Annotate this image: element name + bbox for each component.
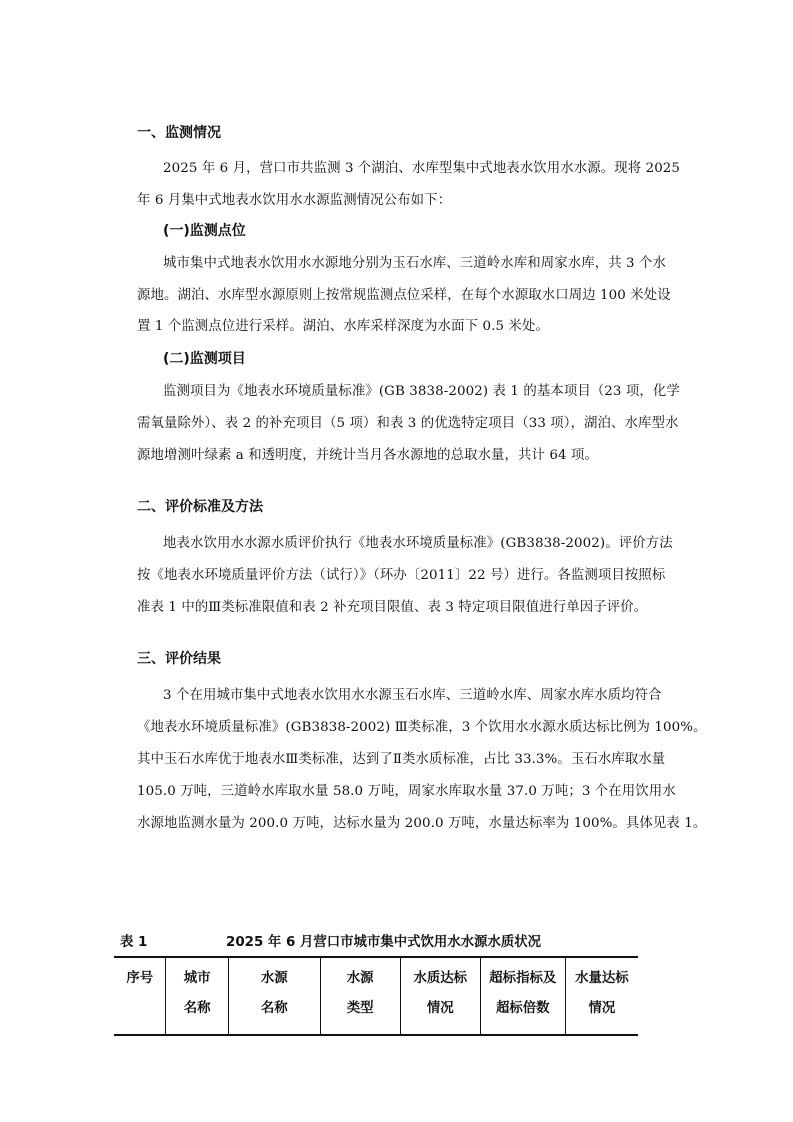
- header-cell-index: [114, 957, 166, 1035]
- s1-para1-line1: 2025 年 6 月，营口市共监测 3 个湖泊、水库型集中式地表水饮用水水源。现将 2025: [163, 161, 681, 176]
- s1-sub1-line2: 源地。湖泊、水库型水源原则上按常规监测点位采样，在每个水源取水口周边 100 米处设: [137, 288, 671, 303]
- s2-line1: 地表水饮用水水源水质评价执行《地表水环境质量标准》(GB3838-2002)。评价方法: [163, 536, 673, 551]
- header-city-line2: 名称: [183, 1001, 211, 1016]
- header-volume-line2: 情况: [588, 1001, 616, 1016]
- s3-line2: 《地表水环境质量标准》(GB3838-2002) Ⅲ类标准，3 个饮用水水源水质达标比例为 100%。: [137, 720, 707, 735]
- s1-sub1-line1: 城市集中式地表水饮用水水源地分别为玉石水库、三道岭水库和周家水库，共 3 个水: [163, 256, 666, 271]
- header-city-line1: 城市: [183, 971, 211, 986]
- header-quality-line2: 情况: [426, 1001, 454, 1016]
- header-cell-exceed: [480, 957, 565, 1035]
- s3-line5: 水源地监测水量为 200.0 万吨，达标水量为 200.0 万吨，水量达标率为 100%。具体见表 1。: [137, 816, 707, 831]
- section-3-title: 三、评价结果: [137, 651, 221, 667]
- header-source-type-line2: 类型: [346, 1001, 374, 1016]
- s1-sub2-line1: 监测项目为《地表水环境质量标准》(GB 3838-2002) 表 1 的基本项目（23 项，化学: [163, 384, 680, 399]
- subsection-1-title: (一)监测点位: [163, 223, 246, 239]
- header-exceed-line2: 超标倍数: [496, 1001, 550, 1016]
- header-quality-line1: 水质达标: [413, 971, 468, 986]
- header-index-line1: 序号: [126, 971, 154, 986]
- s1-para1-line2: 年 6 月集中式地表水饮用水水源监测情况公布如下：: [137, 193, 452, 208]
- header-cell-volume: [565, 957, 638, 1035]
- s3-line4: 105.0 万吨，三道岭水库取水量 58.0 万吨，周家水库取水量 37.0 万吨；3 个在用饮用水: [137, 784, 676, 799]
- s2-line2: 按《地表水环境质量评价方法（试行）》（环办〔2011〕22 号）进行。各监测项目按照标: [137, 568, 666, 583]
- s2-line3: 准表 1 中的Ⅲ类标准限值和表 2 补充项目限值、表 3 特定项目限值进行单因子评价。: [137, 600, 648, 615]
- header-cell-source-type: [320, 957, 400, 1035]
- table-header-row: [114, 957, 638, 1035]
- header-exceed-line1: 超标指标及: [489, 971, 557, 986]
- header-source-name-line1: 水源: [260, 971, 288, 986]
- header-cell-quality: [400, 957, 480, 1035]
- s3-line1: 3 个在用城市集中式地表水饮用水水源玉石水库、三道岭水库、周家水库水质均符合: [163, 688, 662, 703]
- table-title: 2025 年 6 月营口市城市集中式饮用水水源水质状况: [226, 935, 541, 950]
- header-cell-source-name: [228, 957, 320, 1035]
- s1-sub2-line3: 源地增测叶绿素 a 和透明度，并统计当月各水源地的总取水量，共计 64 项。: [137, 448, 598, 463]
- water-quality-table: [114, 956, 638, 1036]
- s3-line3: 其中玉石水库优于地表水Ⅲ类标准，达到了Ⅱ类水质标准，占比 33.3%。玉石水库取水量: [137, 752, 666, 767]
- header-source-name-line2: 名称: [260, 1001, 288, 1016]
- section-2-title: 二、评价标准及方法: [137, 499, 263, 515]
- subsection-2-title: (二)监测项目: [163, 351, 246, 367]
- s1-sub2-line2: 需氧量除外）、表 2 的补充项目（5 项）和表 3 的优选特定项目（33 项），湖泊、水库型水: [137, 416, 679, 431]
- header-cell-city: [166, 957, 228, 1035]
- table-label: 表 1: [120, 935, 148, 950]
- section-1-title: 一、监测情况: [137, 125, 221, 141]
- header-volume-line1: 水量达标: [575, 971, 629, 986]
- s1-sub1-line3: 置 1 个监测点位进行采样。湖泊、水库采样深度为水面下 0.5 米处。: [137, 319, 549, 334]
- header-index-line2: [114, 994, 165, 1024]
- header-source-type-line1: 水源: [346, 971, 374, 986]
